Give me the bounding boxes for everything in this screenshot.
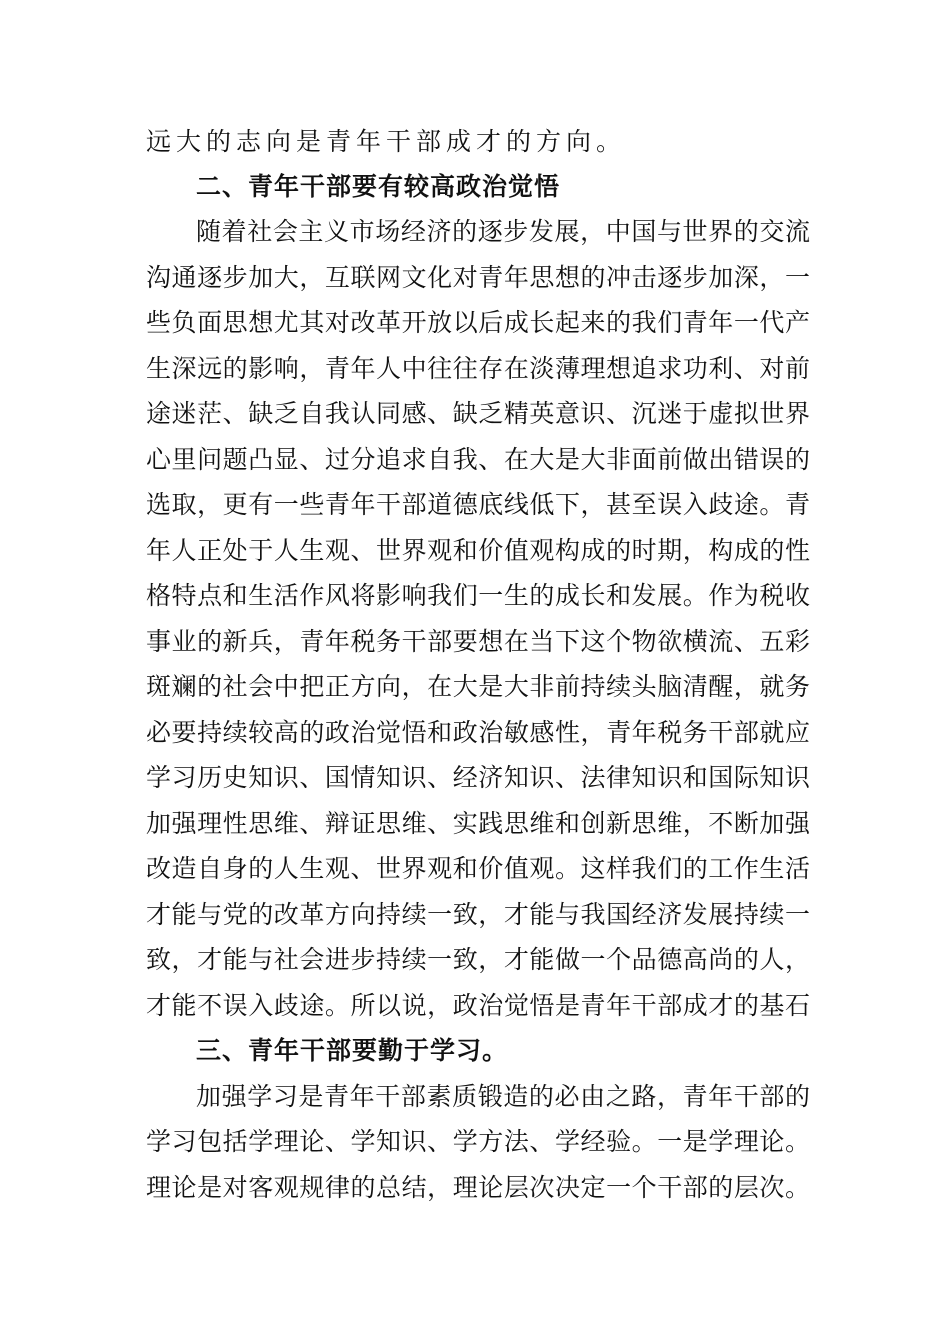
section-heading: 三、青年干部要勤于学习。: [196, 1036, 509, 1065]
paragraph-line: 生深远的影响，青年人中往往存在淡薄理想追求功利、对前: [146, 354, 810, 383]
paragraph-line: 事业的新兵，青年税务干部要想在当下这个物欲横流、五彩: [146, 627, 810, 656]
paragraph-line: 些负面思想尤其对改革开放以后成长起来的我们青年一代产: [146, 308, 810, 337]
paragraph-line: 理论是对客观规律的总结，理论层次决定一个干部的层次。: [146, 1173, 810, 1202]
paragraph-line: 途迷茫、缺乏自我认同感、缺乏精英意识、沉迷于虚拟世界: [146, 399, 810, 428]
paragraph-line: 才能与党的改革方向持续一致，才能与我国经济发展持续一: [146, 900, 810, 929]
paragraph-line: 年人正处于人生观、世界观和价值观构成的时期，构成的性: [146, 536, 810, 565]
section-heading: 二、青年干部要有较高政治觉悟: [196, 172, 561, 201]
paragraph-line: 才能不误入歧途。所以说，政治觉悟是青年干部成才的基石: [146, 991, 810, 1020]
paragraph-line: 斑斓的社会中把正方向，在大是大非前持续头脑清醒，就务: [146, 672, 810, 701]
paragraph-line: 格特点和生活作风将影响我们一生的成长和发展。作为税收: [146, 581, 810, 610]
paragraph-line: 学习历史知识、国情知识、经济知识、法律知识和国际知识: [146, 763, 810, 792]
paragraph-line: 必要持续较高的政治觉悟和政治敏感性，青年税务干部就应: [146, 718, 810, 747]
paragraph-line: 致，才能与社会进步持续一致，才能做一个品德高尚的人，: [146, 945, 810, 974]
paragraph-line: 心里问题凸显、过分追求自我、在大是大非面前做出错误的: [146, 445, 810, 474]
paragraph-line: 加强学习是青年干部素质锻造的必由之路，青年干部的: [196, 1082, 810, 1111]
paragraph-line: 加强理性思维、辩证思维、实践思维和创新思维，不断加强: [146, 809, 810, 838]
paragraph-line: 改造自身的人生观、世界观和价值观。这样我们的工作生活: [146, 854, 810, 883]
paragraph-line: 选取，更有一些青年干部道德底线低下，甚至误入歧途。青: [146, 490, 810, 519]
paragraph-line: 远大的志向是青年干部成才的方向。: [146, 127, 627, 156]
paragraph-line: 学习包括学理论、学知识、学方法、学经验。一是学理论。: [146, 1127, 810, 1156]
paragraph-line: 随着社会主义市场经济的逐步发展，中国与世界的交流: [196, 217, 810, 246]
paragraph-line: 沟通逐步加大，互联网文化对青年思想的冲击逐步加深，一: [146, 263, 810, 292]
